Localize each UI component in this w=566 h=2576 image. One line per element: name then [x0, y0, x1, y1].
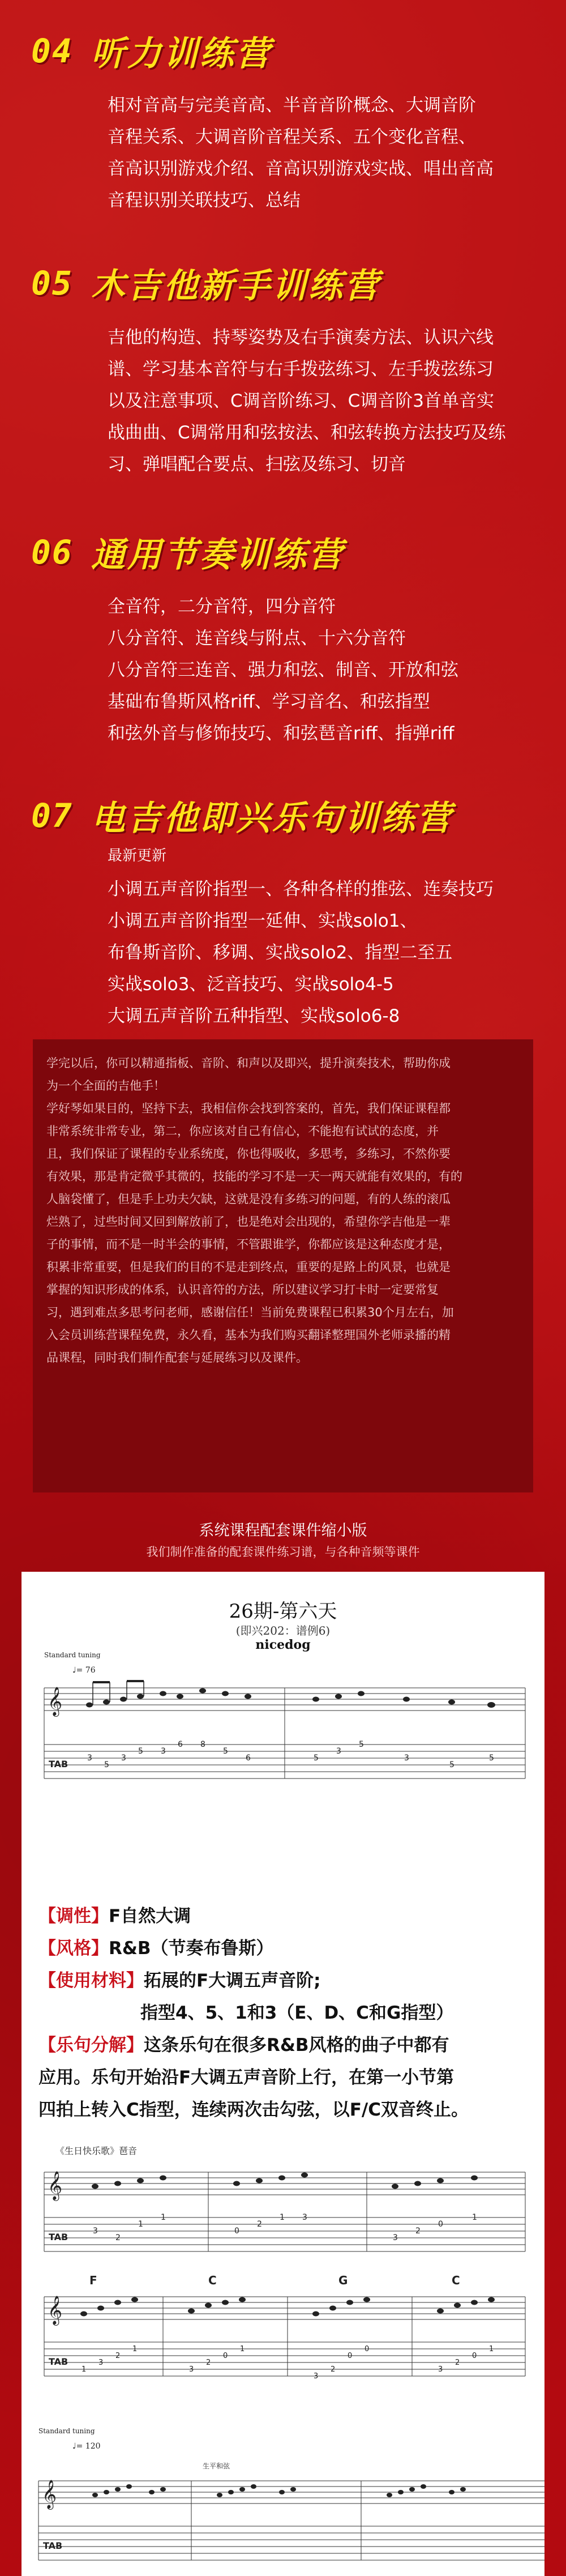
- svg-text:1: 1: [161, 2213, 166, 2222]
- svg-text:0: 0: [365, 2345, 370, 2353]
- svg-text:5: 5: [489, 1754, 494, 1763]
- svg-text:3: 3: [393, 2233, 398, 2242]
- svg-text:0: 0: [223, 2352, 228, 2360]
- essay-line: 掌握的知识形成的体系，认识音符的方法，所以建议学习打卡时一定要常复: [46, 1283, 439, 1296]
- info-value: F自然大调: [109, 1906, 191, 1926]
- courseware-title: 系统课程配套课件缩小版: [199, 1522, 367, 1539]
- chord-label: C: [208, 2274, 217, 2287]
- svg-text:TAB: TAB: [43, 2540, 63, 2551]
- song-label: 《生日快乐歌》琶音: [55, 2146, 138, 2156]
- svg-text:3: 3: [438, 2365, 443, 2374]
- svg-text:1: 1: [138, 2220, 143, 2229]
- svg-text:3: 3: [93, 2227, 98, 2236]
- svg-text:𝄞: 𝄞: [48, 2296, 63, 2325]
- module-line: 音程识别关联技巧、总结: [108, 190, 301, 211]
- essay-panel: [33, 1039, 533, 1492]
- essay-text: [46, 1052, 520, 1369]
- sheet-author: nicedog: [255, 1637, 311, 1652]
- module-body: [108, 873, 543, 1032]
- module-line: 小调五声音阶指型一、各种各样的推弦、连奏技巧: [108, 879, 494, 899]
- sheet-music-panel: [22, 1572, 544, 2576]
- essay-line: 有效果，那是肯定微乎其微的，技能的学习不是一天一两天就能有效果的，有的: [46, 1170, 462, 1183]
- svg-text:3: 3: [336, 1747, 341, 1756]
- module-title: 木吉他新手训练营: [91, 266, 381, 306]
- svg-text:3: 3: [87, 1754, 92, 1763]
- sheet-title: 26期-第六天: [229, 1600, 337, 1623]
- info-line: 指型4、5、1和3（E、D、C和G指型）: [140, 2003, 454, 2023]
- svg-text:5: 5: [359, 1740, 364, 1749]
- module-line: 大调五声音阶五种指型、实战solo6-8: [108, 1006, 400, 1026]
- svg-text:3: 3: [161, 1747, 166, 1756]
- info-line: 应用。乐句开始沿F大调五声音阶上行，在第一小节第: [38, 2067, 454, 2088]
- module-line: 布鲁斯音阶、移调、实战solo2、指型二至五: [108, 942, 453, 963]
- hint-label: 生平和弦: [203, 2462, 230, 2470]
- module-line: 习、弹唱配合要点、扫弦及练习、切音: [108, 454, 406, 475]
- tuning-label: Standard tuning: [44, 1651, 101, 1659]
- essay-line: 为一个全面的吉他手！: [46, 1079, 165, 1093]
- essay-line: 烂熟了，过些时间又回到解放前了，也是绝对会出现的，希望你学吉他是一辈: [46, 1215, 451, 1229]
- tempo-label-2: ♩= 120: [72, 2442, 101, 2451]
- svg-text:5: 5: [104, 1760, 109, 1769]
- module-line: 和弦外音与修饰技巧、和弦琶音riff、指弹riff: [108, 723, 454, 744]
- module-line: 全音符，二分音符，四分音符: [108, 596, 336, 617]
- svg-text:5: 5: [223, 1747, 228, 1756]
- module-header: [31, 23, 272, 79]
- svg-text:3: 3: [98, 2359, 104, 2367]
- essay-line: 学好琴如果目的，坚持下去，我相信你会找到答案的，首先，我们保证课程都: [46, 1102, 451, 1115]
- svg-text:2: 2: [206, 2359, 211, 2367]
- info-key: 【调性】: [38, 1906, 109, 1926]
- info-line: [38, 1900, 531, 1933]
- module-line: 小调五声音阶指型一延伸、实战solo1、: [108, 911, 418, 931]
- notation-system-1: [22, 1677, 544, 1863]
- module-line: 相对音高与完美音高、半音音阶概念、大调音阶: [108, 95, 476, 116]
- svg-text:2: 2: [415, 2227, 421, 2236]
- sheet-reference: (即兴202：谱例6): [235, 1624, 331, 1637]
- module-header: [31, 524, 345, 581]
- module-number: 04: [31, 32, 73, 70]
- essay-line: 积累非常重要，但是我们的目的不是走到终点，重要的是路上的风景，也就是: [46, 1260, 451, 1274]
- module-number: 06: [31, 533, 73, 572]
- essay-line: 非常系统非常专业，第二，你应该对自己有信心，不能抱有试试的态度，并: [46, 1124, 439, 1138]
- svg-text:6: 6: [246, 1754, 251, 1763]
- info-value: 拓展的F大调五声音阶;: [144, 1971, 321, 1991]
- svg-text:2: 2: [331, 2365, 336, 2374]
- module-line: 音程关系、大调音阶音程关系、五个变化音程、: [108, 127, 476, 147]
- module-line: 八分音符、连音线与附点、十六分音符: [108, 628, 406, 649]
- svg-text:1: 1: [280, 2213, 285, 2222]
- module-header: [31, 255, 381, 312]
- notation-system-3: [22, 2470, 544, 2571]
- svg-text:6: 6: [178, 1740, 183, 1749]
- svg-text:1: 1: [240, 2345, 245, 2353]
- svg-text:2: 2: [115, 2352, 121, 2360]
- svg-text:1: 1: [489, 2345, 494, 2353]
- info-value: R&B（节奏布鲁斯）: [109, 1938, 274, 1959]
- module-line: 以及注意事项、C调音阶练习、C调音阶3首单音实: [108, 391, 495, 411]
- info-key: 【使用材料】: [38, 1971, 144, 1991]
- info-key: 【乐句分解】: [38, 2035, 144, 2055]
- svg-text:5: 5: [449, 1760, 454, 1769]
- svg-text:0: 0: [438, 2220, 443, 2229]
- info-line: [38, 2029, 531, 2062]
- essay-line: 习，遇到难点多思考问老师，感谢信任！当前免费课程已积累30个月左右，加: [46, 1306, 454, 1319]
- chord-label: G: [338, 2274, 348, 2287]
- module-title: 听力训练营: [91, 34, 272, 74]
- svg-text:3: 3: [121, 1754, 126, 1763]
- svg-text:0: 0: [472, 2352, 477, 2360]
- essay-line: 且，我们保证了课程的专业系统度，你也得吸收，多思考，多练习，不然你要: [46, 1147, 451, 1161]
- notation-system-2: [22, 2161, 544, 2410]
- tempo-label: ♩= 76: [72, 1666, 96, 1675]
- svg-text:1: 1: [472, 2213, 477, 2222]
- svg-text:𝄞: 𝄞: [48, 1687, 63, 1716]
- module-number: 05: [31, 264, 73, 302]
- svg-text:5: 5: [138, 1747, 143, 1756]
- svg-text:𝄞: 𝄞: [48, 2171, 63, 2200]
- svg-text:0: 0: [234, 2227, 239, 2236]
- tuning-label-2: Standard tuning: [38, 2427, 95, 2435]
- module-body: [108, 591, 543, 749]
- svg-text:2: 2: [455, 2359, 460, 2367]
- info-key: 【风格】: [38, 1938, 109, 1959]
- module-body: [108, 322, 543, 480]
- svg-text:3: 3: [189, 2365, 194, 2374]
- module-title: 通用节奏训练营: [91, 535, 345, 575]
- info-line: 四拍上转入C指型，连续两次击勾弦，以F/C双音终止。: [38, 2100, 469, 2120]
- module-body: [108, 89, 543, 216]
- svg-text:3: 3: [302, 2213, 307, 2222]
- svg-text:2: 2: [115, 2233, 121, 2242]
- module-line: 谱、学习基本音符与右手拨弦练习、左手拨弦练习: [108, 359, 494, 379]
- info-line: [38, 1933, 531, 1965]
- svg-text:1: 1: [132, 2345, 138, 2353]
- svg-text:TAB: TAB: [49, 2356, 68, 2367]
- lesson-info: [38, 1900, 531, 2126]
- svg-text:𝄞: 𝄞: [42, 2480, 57, 2509]
- svg-text:1: 1: [82, 2365, 87, 2374]
- module-line: 实战solo3、泛音技巧、实战solo4-5: [108, 974, 394, 995]
- essay-line: 子的事情，而不是一时半会的事情，不管跟谁学，你都应该是这种态度才是，: [46, 1238, 451, 1251]
- svg-text:3: 3: [314, 2372, 319, 2381]
- essay-line: 学完以后，你可以精通指板、音阶、和声以及即兴，提升演奏技术，帮助你成: [46, 1056, 451, 1070]
- svg-text:3: 3: [404, 1754, 409, 1763]
- info-line: [38, 1965, 531, 1997]
- tab-label: TAB: [49, 1759, 68, 1769]
- courseware-subtitle: 我们制作准备的配套课件练习谱，与各种音频等课件: [146, 1545, 420, 1559]
- module-update-note: 最新更新: [108, 847, 167, 864]
- svg-text:0: 0: [348, 2352, 353, 2360]
- essay-line: 品课程，同时我们制作配套与延展练习以及课件。: [46, 1351, 308, 1364]
- module-line: 音高识别游戏介绍、音高识别游戏实战、唱出音高: [108, 159, 494, 179]
- module-number: 07: [31, 796, 73, 835]
- chord-label: F: [89, 2274, 97, 2287]
- svg-text:2: 2: [257, 2220, 262, 2229]
- info-value: 这条乐句在很多R&B风格的曲子中都有: [144, 2035, 449, 2055]
- module-line: 吉他的构造、持琴姿势及右手演奏方法、认识六线: [108, 327, 494, 348]
- module-header: [31, 787, 453, 844]
- module-title: 电吉他即兴乐句训练营: [91, 799, 453, 838]
- svg-text:TAB: TAB: [49, 2232, 68, 2242]
- svg-text:5: 5: [314, 1754, 319, 1763]
- module-line: 八分音符三连音、强力和弦、制音、开放和弦: [108, 660, 458, 680]
- essay-line: 人脑袋懂了，但是手上功夫欠缺，这就是没有多练习的问题，有的人练的滚瓜: [46, 1192, 451, 1206]
- module-line: 战曲曲、C调常用和弦按法、和弦转换方法技巧及练: [108, 423, 506, 443]
- module-line: 基础布鲁斯风格riff、学习音名、和弦指型: [108, 692, 430, 712]
- essay-line: 入会员训练营课程免费，永久看，基本为我们购买翻译整理国外老师录播的精: [46, 1328, 451, 1342]
- svg-text:8: 8: [200, 1740, 205, 1749]
- chord-label: C: [452, 2274, 460, 2287]
